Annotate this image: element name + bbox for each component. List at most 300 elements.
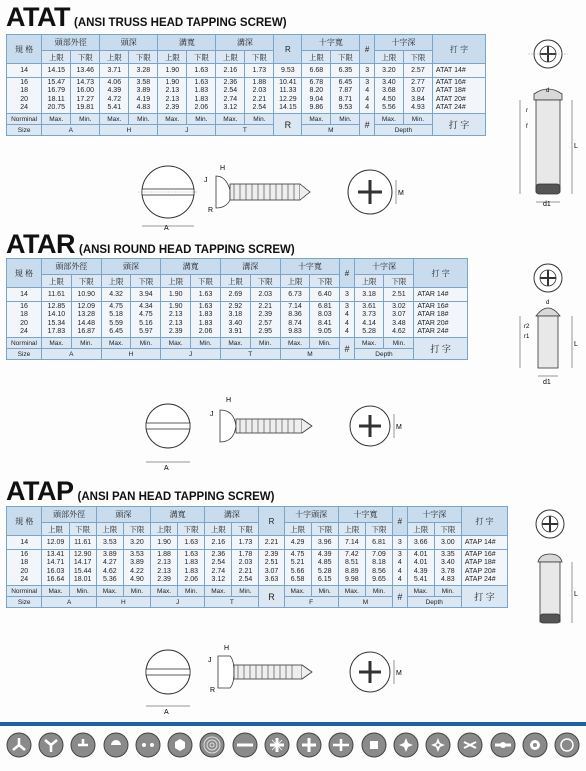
spanner-drive-icon — [135, 732, 161, 758]
value-cell — [250, 302, 280, 338]
value-cell: 4.32 — [101, 288, 131, 302]
table-cell-line: 9.83 — [288, 327, 302, 335]
hex-socket-drive-icon — [167, 732, 193, 758]
subheader-row — [7, 275, 468, 288]
table-cell-line: 4.85 — [317, 559, 332, 567]
dim-R: R — [210, 687, 216, 694]
footer-letter: A — [41, 349, 101, 360]
table-row-group — [7, 302, 468, 338]
dim-R: R — [208, 207, 214, 214]
value-cell: 10.90 — [71, 288, 101, 302]
footer-letter: T — [205, 597, 259, 608]
footer-min: Min. — [129, 114, 158, 125]
footer-mark: 打 字 — [432, 114, 485, 136]
footer-min: Min. — [178, 586, 205, 597]
dim-L: L — [574, 341, 578, 348]
table-cell-line: 18.01 — [73, 575, 92, 583]
value-cell — [69, 550, 96, 586]
footer-nominal: Norminal — [7, 586, 42, 597]
dim-r1: r1 — [524, 334, 530, 340]
table-cell-line: 2.21 — [258, 303, 272, 311]
header-lower: 下限 — [131, 275, 161, 288]
dim-d1: d1 — [543, 201, 551, 206]
combo-drive-icon — [328, 732, 354, 758]
table-cell-line: 1.83 — [198, 319, 213, 327]
table-cell-line: 1.63 — [184, 551, 198, 559]
value-cell — [365, 550, 392, 586]
size-cell: 14 — [7, 536, 42, 550]
table-cell-line: 2.13 — [165, 87, 180, 95]
footer-size: Size — [7, 597, 42, 608]
table-cell-line: 5.97 — [139, 327, 153, 335]
table-cell-line: 10.41 — [279, 79, 297, 87]
header-lower: 下限 — [129, 51, 158, 64]
table-row — [7, 288, 468, 302]
torx-drive-icon — [393, 732, 419, 758]
footer-min: Min. — [71, 114, 100, 125]
round-socket-icon — [522, 732, 548, 758]
table-cell-line: 2.13 — [157, 567, 171, 575]
table-cell-line: 7.14 — [288, 303, 302, 311]
value-cell — [158, 78, 187, 114]
value-cell: 4.29 — [284, 536, 311, 550]
footer-max: Max. — [41, 338, 71, 349]
table-cell-line: 7.42 — [345, 551, 359, 559]
footer-letter: H — [96, 597, 150, 608]
table-cell-line: 2.21 — [238, 567, 253, 575]
value-cell — [205, 550, 232, 586]
table-cell-line: 9.04 — [309, 95, 324, 103]
table-cell-line: 4.75 — [139, 311, 153, 319]
mark-cell: ATAR 14# — [414, 288, 468, 302]
table-cell-line: 3.68 — [382, 87, 396, 95]
header-lower: 下限 — [69, 523, 96, 536]
header-spec: 規 格 — [7, 507, 42, 536]
side-drawing-atap — [510, 506, 586, 636]
footer-row — [7, 114, 486, 125]
footer-letter: Depth — [354, 349, 414, 360]
table-cell-line: 1.83 — [184, 559, 198, 567]
table-cell-line: 3.84 — [411, 95, 425, 103]
table-cell-line: 1.63 — [198, 303, 213, 311]
table-cell-line: 17.27 — [76, 95, 95, 103]
header-upper: 上限 — [100, 51, 129, 64]
table-cell-line: 4.75 — [109, 303, 123, 311]
header-upper: 上限 — [42, 51, 71, 64]
value-cell — [302, 78, 331, 114]
table-cell-line: 4.62 — [102, 567, 117, 575]
value-cell — [220, 302, 250, 338]
table-cell-line: 4.75 — [290, 551, 305, 559]
table-cell-line: 2.54 — [238, 575, 253, 583]
dim-M: M — [398, 190, 404, 197]
value-cell: 2.16 — [205, 536, 232, 550]
table-cell-line: 2.95 — [258, 327, 272, 335]
value-cell: 1.73 — [245, 64, 274, 78]
table-cell-line: 3 — [345, 303, 349, 311]
header-upper: 上限 — [150, 523, 177, 536]
footer-max: Max. — [100, 114, 129, 125]
spec-table-atap — [6, 506, 508, 608]
table-cell-line: 3.40 — [441, 559, 455, 567]
value-cell: 6.81 — [365, 536, 392, 550]
header-lower: 下限 — [403, 51, 432, 64]
header-lower: 下限 — [71, 275, 101, 288]
table-cell-line: 8.89 — [345, 567, 359, 575]
table-row-group — [7, 550, 508, 586]
value-cell — [393, 550, 408, 586]
section-code: ATAT — [6, 2, 70, 32]
mark-cell: ATAT 14# — [432, 64, 485, 78]
bottom-accent-bar — [0, 722, 586, 726]
table-cell-line: 4 — [345, 311, 349, 319]
table-cell-line: ATAT 24# — [435, 103, 466, 111]
footer-row — [7, 349, 468, 360]
table-cell-line: 14.73 — [76, 79, 95, 87]
table-cell-line: 1.90 — [168, 303, 183, 311]
table-cell-line: 3.35 — [441, 551, 455, 559]
table-cell-line: 2.36 — [211, 551, 226, 559]
section-title — [6, 476, 275, 507]
table-cell-line: 15.44 — [73, 567, 92, 575]
header-row — [7, 35, 486, 51]
footer-max: Max. — [338, 586, 365, 597]
footer-max: Max. — [42, 114, 71, 125]
header-head-dia: 頭部外徑 — [42, 35, 100, 51]
table-cell-line: 7.09 — [372, 551, 386, 559]
table-cell-line: 8.36 — [288, 311, 302, 319]
dim-L: L — [574, 591, 578, 598]
header-upper: 上限 — [205, 523, 232, 536]
table-cell-line: 3.48 — [392, 319, 406, 327]
table-cell-line: 16.00 — [76, 87, 95, 95]
footer-hash: # — [393, 586, 408, 608]
table-cell-line: 14.10 — [47, 311, 66, 319]
footer-hash: # — [360, 114, 375, 136]
knurled-head-icon — [199, 732, 225, 758]
footer-size: Size — [7, 125, 42, 136]
tri-wing-drive-icon — [6, 732, 32, 758]
table-cell-line: 4 — [345, 319, 349, 327]
footer-min: Min. — [434, 586, 461, 597]
table-cell-line: 16.03 — [46, 567, 65, 575]
table-cell-line: 4 — [397, 559, 402, 567]
section-subtitle: (ANSI TRUSS HEAD TAPPING SCREW) — [73, 17, 287, 29]
header-cross-w: 十字寬 — [338, 507, 392, 523]
table-cell-line: 1.83 — [198, 311, 213, 319]
table-cell-line: 2.06 — [194, 103, 209, 111]
table-cell-line: 5.28 — [317, 567, 332, 575]
table-cell-line: 11.33 — [279, 87, 297, 95]
footer-max: Max. — [216, 114, 245, 125]
table-cell-line: 12.85 — [47, 303, 66, 311]
table-cell-line: 20.75 — [47, 103, 66, 111]
value-cell — [41, 302, 71, 338]
dim-d: d — [546, 300, 550, 306]
table-cell-line: 13.28 — [77, 311, 95, 319]
value-cell — [96, 550, 123, 586]
header-cross-d: 十字深 — [374, 35, 432, 51]
footer-letter: A — [42, 125, 100, 136]
table-cell-line: 5.28 — [362, 327, 376, 335]
table-cell-line: 3.63 — [264, 575, 279, 583]
table-cell-line: 1.78 — [238, 551, 253, 559]
header-upper: 上限 — [96, 523, 123, 536]
value-cell: 3.20 — [374, 64, 403, 78]
table-cell-line: 4.83 — [441, 575, 455, 583]
value-cell: 11.61 — [69, 536, 96, 550]
table-cell-line: 2.13 — [168, 311, 183, 319]
dim-A: A — [164, 225, 169, 232]
table-cell-line: 2.39 — [258, 311, 272, 319]
header-upper: 上限 — [354, 275, 384, 288]
footer-max: Max. — [42, 586, 69, 597]
value-cell — [71, 78, 100, 114]
header-upper: 上限 — [338, 523, 365, 536]
table-cell-line: 2.06 — [184, 575, 198, 583]
table-cell-line: 9.86 — [309, 103, 324, 111]
value-cell — [101, 302, 131, 338]
table-cell-line: 16.87 — [77, 327, 95, 335]
table-cell-line: 3.73 — [362, 311, 376, 319]
value-cell: 9.53 — [274, 64, 302, 78]
footer-size: Size — [7, 349, 42, 360]
mark-cell — [432, 78, 485, 114]
value-cell — [187, 78, 216, 114]
table-cell-line: 5.56 — [382, 103, 396, 111]
value-cell: 6.40 — [310, 288, 340, 302]
footer-max: Max. — [205, 586, 232, 597]
header-head-h: 頭深 — [96, 507, 150, 523]
table-cell-line: 5.36 — [102, 575, 117, 583]
table-cell-line: 16.64 — [46, 575, 65, 583]
header-hash: # — [360, 35, 375, 64]
mark-cell — [461, 550, 507, 586]
value-cell: 14.15 — [42, 64, 71, 78]
value-cell: 3.96 — [311, 536, 338, 550]
value-cell — [245, 78, 274, 114]
table-cell-line: 3.61 — [362, 303, 376, 311]
table-cell-line: 2.06 — [198, 327, 213, 335]
dim-r2: r2 — [524, 324, 530, 330]
table-cell-line: 16.79 — [47, 87, 66, 95]
footer-mark: 打 字 — [461, 586, 507, 608]
side-drawing-atar — [506, 260, 586, 390]
section-title — [6, 2, 287, 33]
table-cell-line: 6.45 — [338, 79, 353, 87]
table-cell-line: 2.57 — [258, 319, 272, 327]
table-cell-line: 3.89 — [102, 551, 117, 559]
spec-table-atat — [6, 34, 486, 136]
header-lower: 下限 — [232, 523, 259, 536]
table-cell-line: 15.34 — [47, 319, 66, 327]
footer-letter: T — [220, 349, 280, 360]
table-cell-line: 5.21 — [290, 559, 305, 567]
table-cell-line: 4.06 — [107, 79, 122, 87]
half-moon-drive-icon — [103, 732, 129, 758]
footer-min: Min. — [311, 586, 338, 597]
section-code: ATAR — [6, 229, 75, 259]
table-cell-line: 5.59 — [109, 319, 123, 327]
table-cell-line: 8.20 — [309, 87, 324, 95]
table-cell-line: 3.89 — [136, 87, 151, 95]
footer-min: Min. — [403, 114, 432, 125]
table-cell-line: 2.39 — [168, 327, 183, 335]
footer-hash: # — [340, 338, 354, 360]
header-slot-d: 溝深 — [216, 35, 274, 51]
slotted-drive-icon — [232, 732, 258, 758]
header-upper: 上限 — [220, 275, 250, 288]
table-cell-line: 8.71 — [338, 95, 353, 103]
footer-row — [7, 597, 508, 608]
footer-letter: J — [161, 349, 221, 360]
value-cell — [42, 78, 71, 114]
table-cell-line: 18 — [20, 87, 29, 95]
value-cell — [274, 78, 302, 114]
value-cell: 1.73 — [232, 536, 259, 550]
subheader-row — [7, 51, 486, 64]
header-spec: 規 格 — [7, 259, 42, 288]
table-cell-line: 14.15 — [279, 103, 297, 111]
phillips-drive-icon — [296, 732, 322, 758]
header-slot-d: 溝深 — [220, 259, 280, 275]
value-cell — [131, 302, 161, 338]
table-cell-line: 3.12 — [223, 103, 238, 111]
value-cell — [178, 550, 205, 586]
value-cell — [42, 550, 69, 586]
header-mark: 打 字 — [461, 507, 507, 536]
footer-letter: A — [42, 597, 96, 608]
table-cell-line: 8.03 — [318, 311, 332, 319]
table-cell-line: 4 — [365, 87, 370, 95]
value-cell: 2.16 — [216, 64, 245, 78]
table-cell-line: 4.83 — [136, 103, 151, 111]
table-cell-line: 3 — [397, 551, 402, 559]
table-cell-line: 9.98 — [345, 575, 359, 583]
table-cell-line: 3.89 — [130, 559, 144, 567]
footer-nominal: Norminal — [7, 114, 42, 125]
table-cell-line: 12.09 — [77, 303, 95, 311]
table-cell-line: 4.01 — [413, 559, 428, 567]
dim-M: M — [396, 670, 402, 677]
value-cell: 1.63 — [178, 536, 205, 550]
value-cell: 2.69 — [220, 288, 250, 302]
value-cell: 1.90 — [161, 288, 191, 302]
table-cell-line: 4.22 — [130, 567, 144, 575]
footer-letter: F — [284, 597, 338, 608]
table-cell-line: 3.53 — [130, 551, 144, 559]
table-cell-line: 18.11 — [47, 95, 65, 103]
footer-row — [7, 125, 486, 136]
pozi-drive-icon — [264, 732, 290, 758]
value-cell — [311, 550, 338, 586]
table-cell-line: 4.50 — [382, 95, 396, 103]
value-cell: 6.68 — [302, 64, 331, 78]
table-cell-line: 2.74 — [211, 567, 226, 575]
table-cell-line: 3 — [365, 79, 370, 87]
footer-max: Max. — [220, 338, 250, 349]
header-lower: 下限 — [331, 51, 360, 64]
table-cell-line: 15.47 — [47, 79, 66, 87]
value-cell — [100, 78, 129, 114]
table-cell-line: 4 — [365, 95, 370, 103]
table-cell-line: 2.54 — [211, 559, 226, 567]
table-cell-line: 8.41 — [318, 319, 332, 327]
footer-min: Min. — [131, 338, 161, 349]
header-upper: 上限 — [101, 275, 131, 288]
value-cell: 13.46 — [71, 64, 100, 78]
footer-letter: H — [101, 349, 161, 360]
size-cell — [7, 78, 42, 114]
size-cell — [7, 302, 42, 338]
footer-letter: R — [274, 114, 302, 136]
size-cell — [7, 550, 42, 586]
table-cell-line: 2.13 — [168, 319, 183, 327]
section-subtitle: (ANSI ROUND HEAD TAPPING SCREW) — [78, 244, 295, 256]
table-cell-line: 1.88 — [157, 551, 171, 559]
footer-letter: J — [150, 597, 204, 608]
header-upper: 上限 — [284, 523, 311, 536]
footer-max: Max. — [407, 586, 434, 597]
header-head-h: 頭深 — [100, 35, 158, 51]
table-row — [7, 536, 508, 550]
value-cell — [280, 302, 310, 338]
table-cell-line: 3.07 — [411, 87, 425, 95]
table-cell-line: 6.81 — [318, 303, 332, 311]
dim-L: L — [574, 143, 578, 150]
table-cell-line: 2.74 — [223, 95, 238, 103]
footer-nominal: Norminal — [7, 338, 42, 349]
table-cell-line: 16 — [20, 551, 29, 559]
footer-max: Max. — [96, 586, 123, 597]
footer-min: Min. — [191, 338, 221, 349]
table-cell-line: 5.18 — [109, 311, 123, 319]
value-cell: 12.09 — [42, 536, 69, 550]
table-cell-line: 1.63 — [194, 79, 209, 87]
footer-min: Min. — [232, 586, 259, 597]
table-cell-line: 6.58 — [290, 575, 305, 583]
header-slot-d: 溝深 — [205, 507, 259, 523]
value-cell: 3.28 — [129, 64, 158, 78]
table-cell-line: 2.21 — [252, 95, 267, 103]
value-cell: 2.57 — [403, 64, 432, 78]
header-slot-w: 溝寬 — [161, 259, 221, 275]
mark-cell — [414, 302, 468, 338]
header-lower: 下限 — [123, 523, 150, 536]
footer-max: Max. — [161, 338, 191, 349]
header-lower: 下限 — [311, 523, 338, 536]
header-slot-w: 溝寬 — [158, 35, 216, 51]
footer-letter: M — [280, 349, 340, 360]
table-cell-line: 4 — [345, 327, 349, 335]
footer-min: Min. — [71, 338, 101, 349]
table-cell-line: 3.58 — [136, 79, 151, 87]
slotted-combo-drive-icon — [490, 732, 516, 758]
footer-letter: M — [302, 125, 360, 136]
table-cell-line: 16 — [20, 303, 28, 311]
footer-letter: H — [100, 125, 158, 136]
header-upper: 上限 — [407, 523, 434, 536]
table-cell-line: 3.91 — [228, 327, 243, 335]
subheader-row — [7, 523, 508, 536]
section-code: ATAP — [6, 476, 74, 506]
dim-J: J — [204, 177, 208, 184]
table-cell-line: 4.62 — [392, 327, 406, 335]
header-lower: 下限 — [187, 51, 216, 64]
footer-min: Min. — [69, 586, 96, 597]
table-cell-line: ATAP 24# — [464, 575, 496, 583]
table-cell-line: 3.02 — [392, 303, 406, 311]
